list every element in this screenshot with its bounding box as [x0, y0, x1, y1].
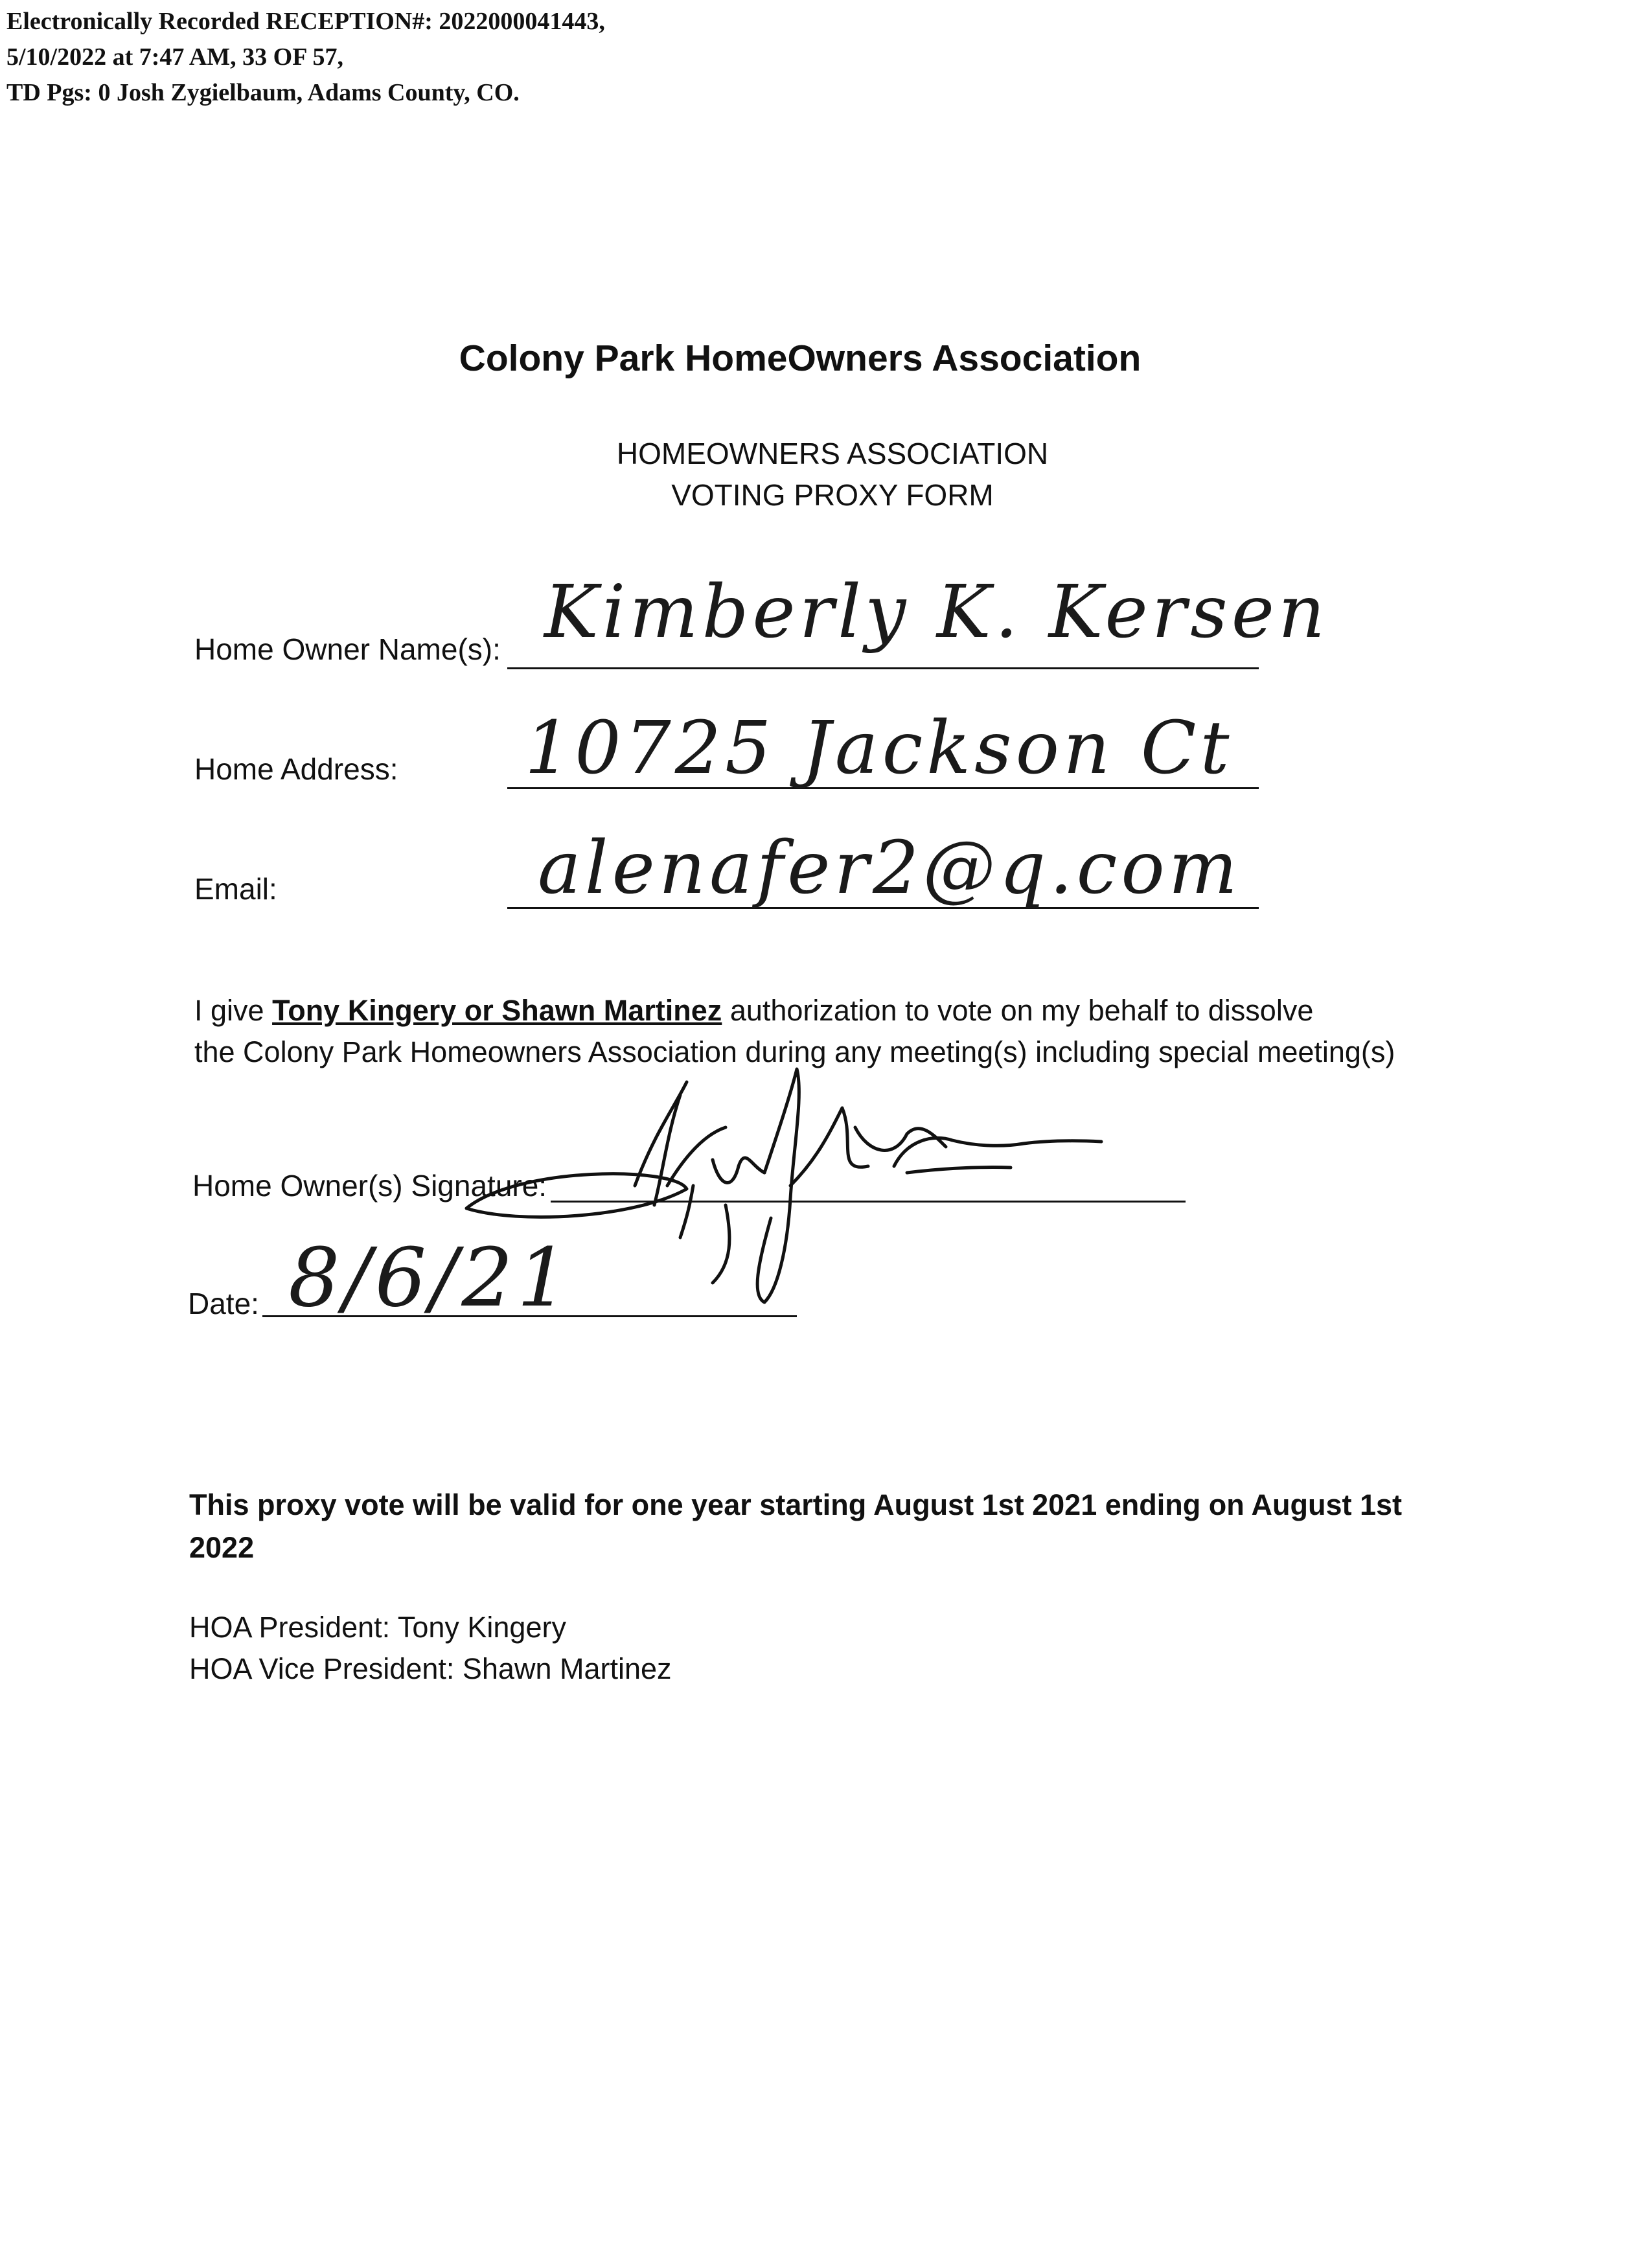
officers-list	[189, 1607, 672, 1690]
address-value[interactable]: 10725 Jackson Ct	[525, 706, 1233, 790]
email-label: Email:	[194, 872, 277, 906]
stamp-line-2: 5/10/2022 at 7:47 AM, 33 OF 57,	[6, 43, 343, 71]
date-value[interactable]: 8/6/21	[288, 1231, 573, 1325]
owner-name-label: Home Owner Name(s):	[194, 632, 501, 666]
owner-name-line	[507, 667, 1259, 669]
hoa-president: HOA President: Tony Kingery	[189, 1611, 566, 1644]
subtitle-line-1: HOMEOWNERS ASSOCIATION	[616, 437, 1049, 470]
validity-line-2: 2022	[189, 1531, 255, 1564]
hoa-vice-president: HOA Vice President: Shawn Martinez	[189, 1652, 672, 1685]
auth-proxies: Tony Kingery or Shawn Martinez	[272, 994, 722, 1027]
address-label: Home Address:	[194, 752, 398, 786]
signature-label: Home Owner(s) Signature:	[192, 1169, 547, 1203]
auth-suffix: authorization to vote on my behalf to dissolve	[722, 994, 1314, 1027]
form-subtitle	[0, 433, 1652, 516]
stamp-line-3: TD Pgs: 0 Josh Zygielbaum, Adams County, CO.	[6, 79, 520, 106]
stamp-line-1: Electronically Recorded RECEPTION#: 2022000041443,	[6, 8, 605, 35]
email-value[interactable]: alenafer2@q.com	[538, 826, 1241, 910]
date-label: Date:	[188, 1287, 259, 1320]
validity-line-1: This proxy vote will be valid for one year starting August 1st 2021 ending on August 1st	[189, 1488, 1403, 1521]
validity-statement	[189, 1484, 1485, 1569]
page-title: Colony Park HomeOwners Association	[459, 338, 1141, 379]
subtitle-line-2: VOTING PROXY FORM	[671, 478, 994, 512]
owner-name-value[interactable]: Kimberly K. Kersen	[544, 570, 1329, 654]
auth-prefix: I give	[194, 994, 273, 1027]
recording-stamp	[6, 4, 605, 111]
auth-line-2: the Colony Park Homeowners Association during any meeting(s) including special meeting(s)	[194, 1035, 1395, 1068]
